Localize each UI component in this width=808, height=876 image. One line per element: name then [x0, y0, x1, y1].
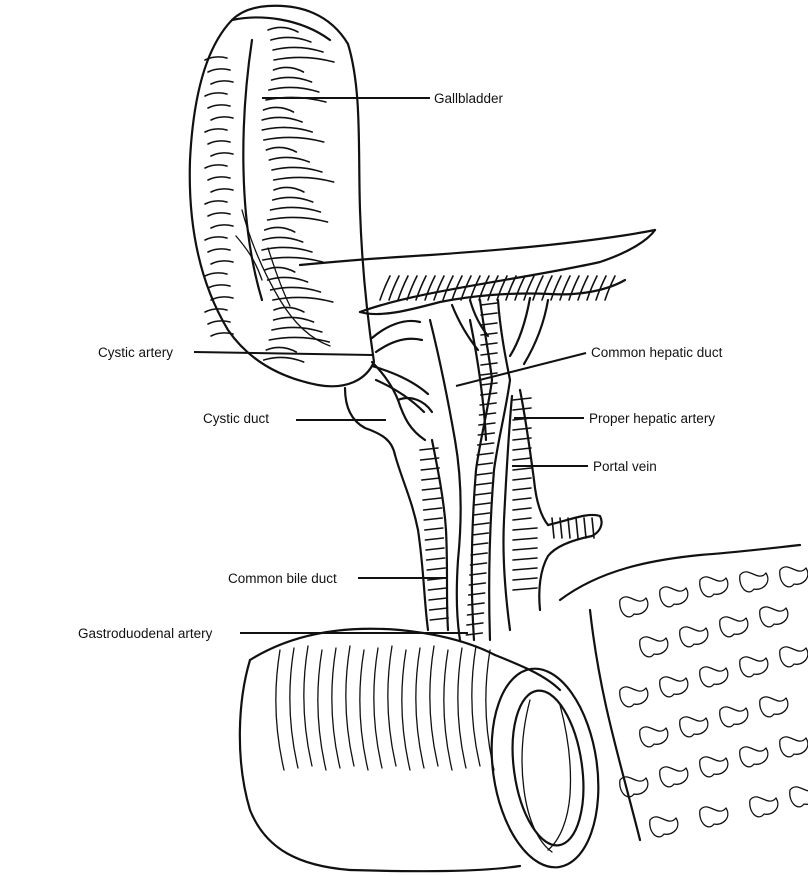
label-gallbladder: Gallbladder	[434, 91, 504, 106]
label-common-bile-duct: Common bile duct	[228, 571, 337, 586]
label-gastroduodenal-artery: Gastroduodenal artery	[78, 626, 213, 641]
labels	[78, 91, 723, 641]
liver-underside	[300, 230, 655, 314]
leader-lines	[194, 98, 588, 633]
leader-common-hepatic-duct	[456, 353, 586, 386]
label-proper-hepatic-artery: Proper hepatic artery	[589, 411, 716, 426]
label-cystic-duct: Cystic duct	[203, 411, 270, 426]
portal-vein	[503, 390, 601, 630]
leader-cystic-artery	[194, 352, 372, 355]
label-cystic-artery: Cystic artery	[98, 345, 174, 360]
label-common-hepatic-duct: Common hepatic duct	[591, 345, 723, 360]
label-portal-vein: Portal vein	[593, 459, 657, 474]
duodenum	[240, 629, 611, 875]
gallbladder	[190, 6, 374, 387]
